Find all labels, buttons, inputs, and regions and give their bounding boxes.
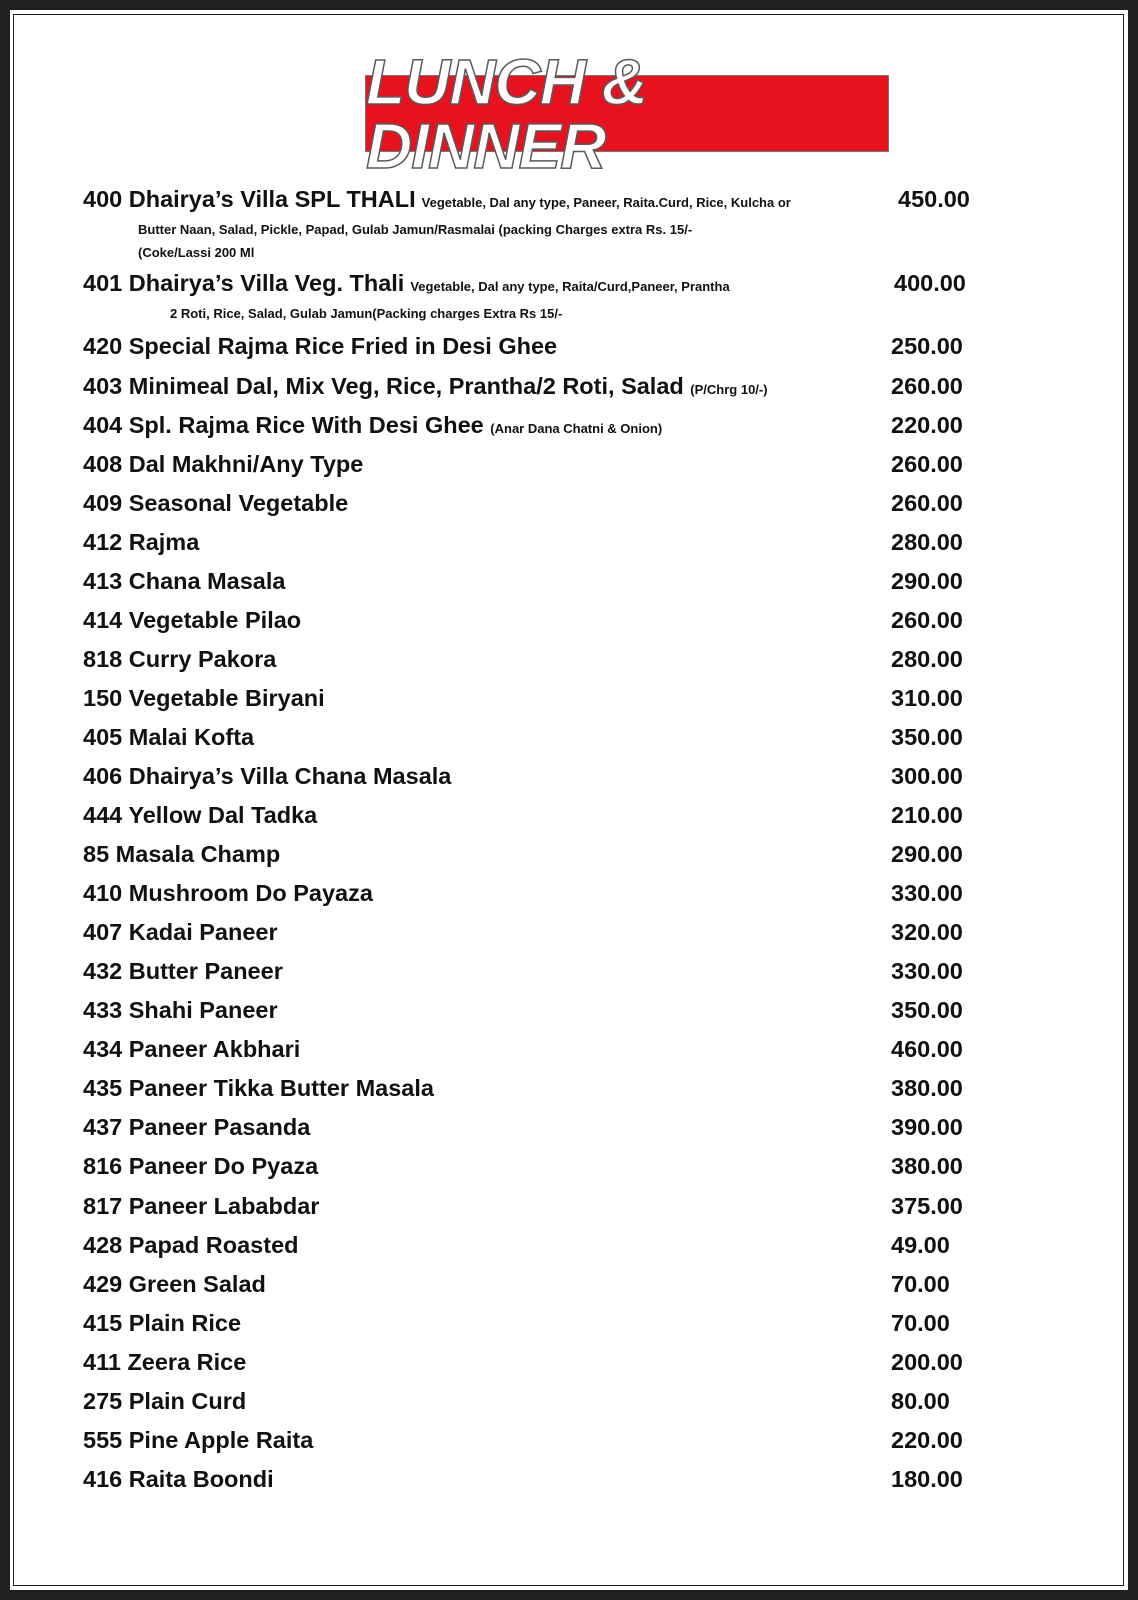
item-price: 220.00 [891, 1427, 963, 1453]
menu-item [83, 999, 278, 1023]
menu-item [83, 1116, 310, 1140]
menu-item [83, 1077, 434, 1101]
item-price: 260.00 [891, 490, 963, 516]
item-price: 180.00 [891, 1466, 963, 1492]
menu-item [83, 335, 557, 359]
menu-item [83, 453, 363, 477]
item-price: 210.00 [891, 802, 963, 828]
item-name: 434 Paneer Akbhari [83, 1036, 301, 1062]
item-price: 350.00 [891, 724, 963, 750]
item-price: 220.00 [891, 412, 963, 438]
menu-item [83, 648, 276, 672]
item-description-line: Butter Naan, Salad, Pickle, Papad, Gulab Jamun/Rasmalai (packing Charges extra Rs. 15/- [138, 222, 693, 237]
item-price: 400.00 [894, 270, 966, 296]
item-price: 380.00 [891, 1153, 963, 1179]
item-price: 330.00 [891, 880, 963, 906]
menu-item [83, 1312, 241, 1336]
item-price: 380.00 [891, 1075, 963, 1101]
menu-item [83, 492, 348, 516]
item-price: 260.00 [891, 373, 963, 399]
menu-item [83, 414, 662, 438]
item-name: 420 Special Rajma Rice Fried in Desi Ghee [83, 333, 558, 359]
menu-item [83, 687, 325, 711]
item-note: (Anar Dana Chatni & Onion) [490, 421, 663, 436]
menu-item [83, 570, 285, 594]
item-name: 816 Paneer Do Pyaza [83, 1153, 319, 1179]
item-name: 404 Spl. Rajma Rice With Desi Ghee [83, 412, 484, 438]
menu-item [83, 1351, 246, 1375]
item-price: 280.00 [891, 529, 963, 555]
item-name: 150 Vegetable Biryani [83, 685, 325, 711]
menu-item [83, 1390, 246, 1414]
menu-page [10, 10, 1128, 1590]
item-price: 375.00 [891, 1193, 963, 1219]
item-description-line: 2 Roti, Rice, Salad, Gulab Jamun(Packing charges Extra Rs 15/- [170, 306, 563, 321]
menu-item [83, 1038, 300, 1062]
menu-item [83, 1195, 319, 1219]
menu-item [83, 188, 791, 212]
item-name: 429 Green Salad [83, 1271, 266, 1297]
menu-item [83, 765, 451, 789]
menu-item [83, 1429, 313, 1453]
item-description: Vegetable, Dal any type, Raita/Curd,Paneer, Prantha [410, 279, 730, 294]
menu-item [83, 804, 317, 828]
item-price: 320.00 [891, 919, 963, 945]
item-name: 401 Dhairya’s Villa Veg. Thali [83, 270, 405, 296]
item-name: 433 Shahi Paneer [83, 997, 278, 1023]
item-price: 260.00 [891, 451, 963, 477]
item-price: 350.00 [891, 997, 963, 1023]
item-price: 460.00 [891, 1036, 963, 1062]
item-name: 410 Mushroom Do Payaza [83, 880, 373, 906]
menu-item [83, 882, 373, 906]
item-price: 390.00 [891, 1114, 963, 1140]
item-price: 290.00 [891, 568, 963, 594]
menu-item [83, 1468, 274, 1492]
menu-item [83, 1155, 318, 1179]
title-banner [365, 45, 889, 182]
item-name: 411 Zeera Rice [83, 1349, 247, 1375]
item-name: 444 Yellow Dal Tadka [83, 802, 318, 828]
item-name: 435 Paneer Tikka Butter Masala [83, 1075, 434, 1101]
item-name: 408 Dal Makhni/Any Type [83, 451, 364, 477]
item-name: 555 Pine Apple Raita [83, 1427, 314, 1453]
item-price: 200.00 [891, 1349, 963, 1375]
item-name: 432 Butter Paneer [83, 958, 283, 984]
item-price: 330.00 [891, 958, 963, 984]
item-name: 415 Plain Rice [83, 1310, 242, 1336]
item-description: Vegetable, Dal any type, Paneer, Raita.Curd, Rice, Kulcha or [421, 195, 791, 210]
menu-item [83, 1234, 299, 1258]
item-name: 409 Seasonal Vegetable [83, 490, 349, 516]
item-name: 818 Curry Pakora [83, 646, 277, 672]
item-price: 280.00 [891, 646, 963, 672]
item-name: 414 Vegetable Pilao [83, 607, 302, 633]
menu-item [83, 726, 254, 750]
item-name: 412 Rajma [83, 529, 200, 555]
item-note: (P/Chrg 10/-) [690, 382, 768, 397]
item-price: 70.00 [891, 1310, 950, 1336]
item-name: 85 Masala Champ [83, 841, 281, 867]
item-name: 403 Minimeal Dal, Mix Veg, Rice, Prantha/2 Roti, Salad [83, 373, 684, 399]
item-price: 80.00 [891, 1388, 950, 1414]
item-description-line: (Coke/Lassi 200 Ml [138, 245, 255, 260]
item-price: 450.00 [898, 186, 970, 212]
menu-item [83, 531, 199, 555]
item-name: 400 Dhairya’s Villa SPL THALI [83, 186, 416, 212]
menu-item [83, 1273, 266, 1297]
menu-item [83, 609, 301, 633]
menu-item [83, 921, 278, 945]
page-title: LUNCH & DINNER [366, 45, 647, 182]
item-name: 413 Chana Masala [83, 568, 286, 594]
item-price: 290.00 [891, 841, 963, 867]
menu-item [83, 960, 283, 984]
item-price: 70.00 [891, 1271, 950, 1297]
item-price: 250.00 [891, 333, 963, 359]
item-name: 416 Raita Boondi [83, 1466, 274, 1492]
item-price: 260.00 [891, 607, 963, 633]
menu-item [83, 843, 280, 867]
menu-item [83, 272, 730, 296]
item-name: 405 Malai Kofta [83, 724, 255, 750]
item-name: 275 Plain Curd [83, 1388, 247, 1414]
item-price: 310.00 [891, 685, 963, 711]
item-name: 437 Paneer Pasanda [83, 1114, 311, 1140]
item-price: 49.00 [891, 1232, 950, 1258]
item-name: 407 Kadai Paneer [83, 919, 278, 945]
menu-item [83, 375, 768, 399]
item-name: 406 Dhairya’s Villa Chana Masala [83, 763, 452, 789]
item-name: 428 Papad Roasted [83, 1232, 299, 1258]
item-price: 300.00 [891, 763, 963, 789]
item-name: 817 Paneer Lababdar [83, 1193, 320, 1219]
